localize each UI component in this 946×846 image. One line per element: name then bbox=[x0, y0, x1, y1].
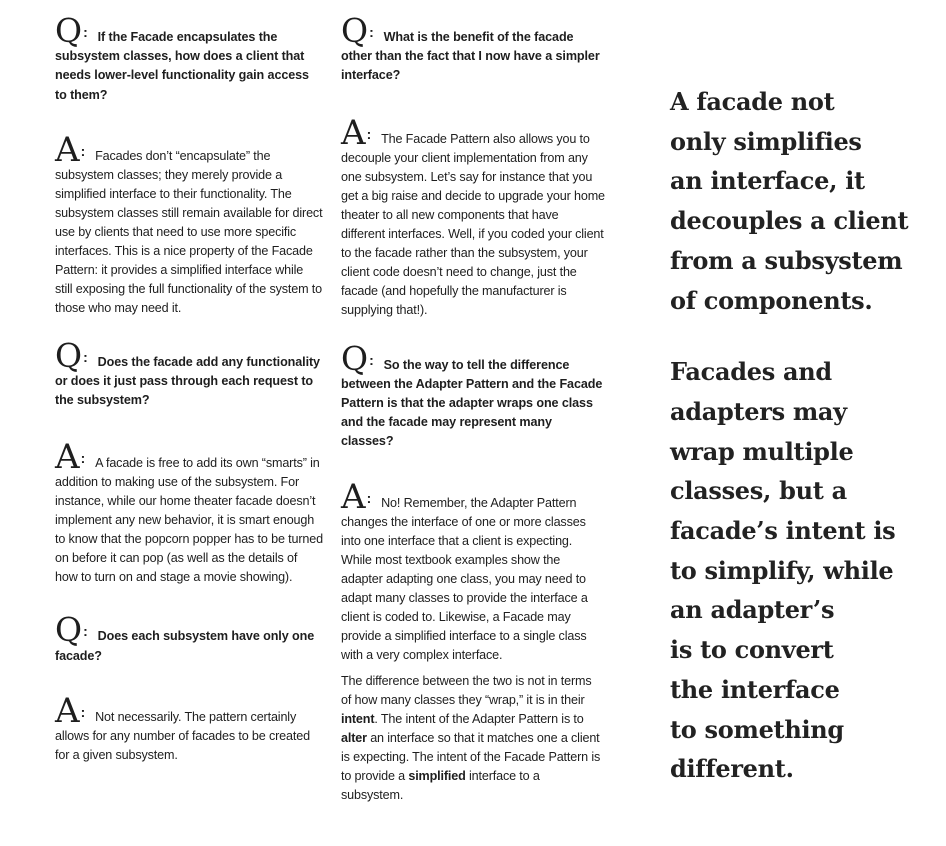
q-colon: : bbox=[83, 24, 88, 40]
question-text: Does the facade add any functionality or does it just pass through each request to the subsystem? bbox=[55, 354, 320, 408]
q-mark: Q bbox=[341, 11, 368, 50]
question-4 bbox=[341, 11, 605, 86]
answer-text: Facades don’t “encapsulate” the subsystem classes; they merely provide a simplified interface to their functionality. The subsystem classes still remain available for direct use by clients that need to use more specific interfaces. This is a nice property of the Facade Pattern: it provides a simplified interface while still exposing the full functionality of the system to those who may need it. bbox=[55, 148, 323, 315]
note-line: Facades and bbox=[670, 357, 832, 387]
a-mark: A bbox=[341, 112, 365, 153]
a-mark: A bbox=[341, 476, 365, 517]
question-text: So the way to tell the difference between the Adapter Pattern and the Facade Pattern is that the adapter wraps one class and the facade may represent many classes? bbox=[341, 357, 603, 449]
answer-4 bbox=[341, 112, 605, 320]
question-text: What is the benefit of the facade other than the fact that I now have a simpler interface? bbox=[341, 30, 600, 83]
note-line: facade’s intent is bbox=[670, 516, 896, 546]
answer-text-part: . The intent of the Adapter Pattern is to bbox=[374, 711, 584, 726]
question-5 bbox=[341, 338, 605, 452]
note-line: an interface, it bbox=[670, 166, 865, 196]
note-line: adapters may bbox=[670, 396, 847, 426]
q-mark: Q bbox=[55, 335, 82, 375]
note-line: is to convert bbox=[670, 635, 834, 665]
sidebar-note bbox=[670, 82, 940, 789]
note-line: decouples a client bbox=[670, 206, 909, 236]
answer-5 bbox=[341, 476, 605, 665]
question-text: If the Facade encapsulates the subsystem classes, how does a client that needs lower-level functionality gain access to them? bbox=[55, 30, 309, 102]
a-colon: : bbox=[366, 489, 372, 506]
answer-bold-intent: intent bbox=[341, 711, 375, 726]
a-mark: A bbox=[55, 437, 79, 478]
note-line: to simplify, while bbox=[670, 555, 894, 585]
a-mark: A bbox=[55, 690, 79, 731]
note-line: different. bbox=[670, 754, 794, 784]
question-2 bbox=[55, 335, 323, 411]
answer-bold-alter: alter bbox=[341, 730, 367, 745]
note-line: classes, but a bbox=[670, 476, 847, 506]
answer-text-part: an interface so that it matches one a client is expecting. The intent of the Facade Pattern is to provide a bbox=[341, 730, 601, 783]
answer-text: Not necessarily. The pattern certainly allows for any number of facades to be created for a given subsystem. bbox=[55, 709, 310, 762]
q-colon: : bbox=[83, 348, 88, 365]
note-line: the interface bbox=[670, 674, 840, 704]
note-spacer bbox=[670, 320, 940, 352]
note-line: an adapter’s bbox=[670, 595, 835, 625]
qa-column-right bbox=[341, 11, 605, 805]
answer-text: A facade is free to add its own “smarts” in addition to making use of the subsystem. For instance, while our home theater facade doesn’t implement any new behavior, it is smart enough to know that the popcorn popper has to be turned on before it can pop (as well as the details of how to turn on and stage a movie showing). bbox=[55, 456, 323, 585]
a-colon: : bbox=[366, 125, 372, 142]
question-3 bbox=[55, 610, 323, 665]
q-colon: : bbox=[369, 351, 374, 368]
answer-2 bbox=[55, 437, 323, 587]
answer-1 bbox=[55, 129, 323, 318]
note-line: to something bbox=[670, 714, 844, 744]
qa-column-left bbox=[55, 11, 323, 765]
q-colon: : bbox=[83, 623, 88, 640]
answer-text: No! Remember, the Adapter Pattern changes the interface of one or more classes into one interface that a client is expecting. While most textbook examples show the adapter adapting one class, you may need to adapt many classes to provide the interface a client is coded to. Likewise, a Facade may provide a simplified interface to a single class with a very complex interface. bbox=[341, 495, 588, 662]
note-line: from a subsystem bbox=[670, 245, 903, 275]
note-line: A facade not bbox=[670, 87, 835, 116]
q-mark: Q bbox=[341, 338, 368, 378]
note-line: of components. bbox=[670, 285, 873, 315]
answer-text: The Facade Pattern also allows you to decouple your client implementation from any one subsystem. Let’s say for instance that you get a big raise and decide to upgrade your home theater to all new components that have different interfaces. Well, if you coded your client to the facade rather than the subsystem, your client code doesn’t need to change, just the facade (and hopefully the manufacturer is supplying that!). bbox=[341, 131, 605, 317]
a-colon: : bbox=[80, 703, 86, 720]
answer-5-paragraph-2 bbox=[341, 672, 605, 805]
q-colon: : bbox=[369, 24, 374, 40]
q-mark: Q bbox=[55, 11, 82, 50]
note-line: wrap multiple bbox=[670, 436, 854, 466]
q-mark: Q bbox=[55, 610, 82, 650]
a-colon: : bbox=[80, 450, 86, 467]
answer-bold-simplified: simplified bbox=[408, 768, 466, 783]
note-line: only simplifies bbox=[670, 126, 862, 156]
a-colon: : bbox=[80, 142, 86, 159]
question-1 bbox=[55, 11, 323, 105]
answer-text-part: interface to a subsystem. bbox=[341, 768, 540, 802]
a-mark: A bbox=[55, 129, 79, 170]
answer-text-part: The difference between the two is not in terms of how many classes they “wrap,” it is in their bbox=[341, 673, 592, 707]
question-text: Does each subsystem have only one facade? bbox=[55, 629, 315, 663]
answer-3 bbox=[55, 690, 323, 765]
